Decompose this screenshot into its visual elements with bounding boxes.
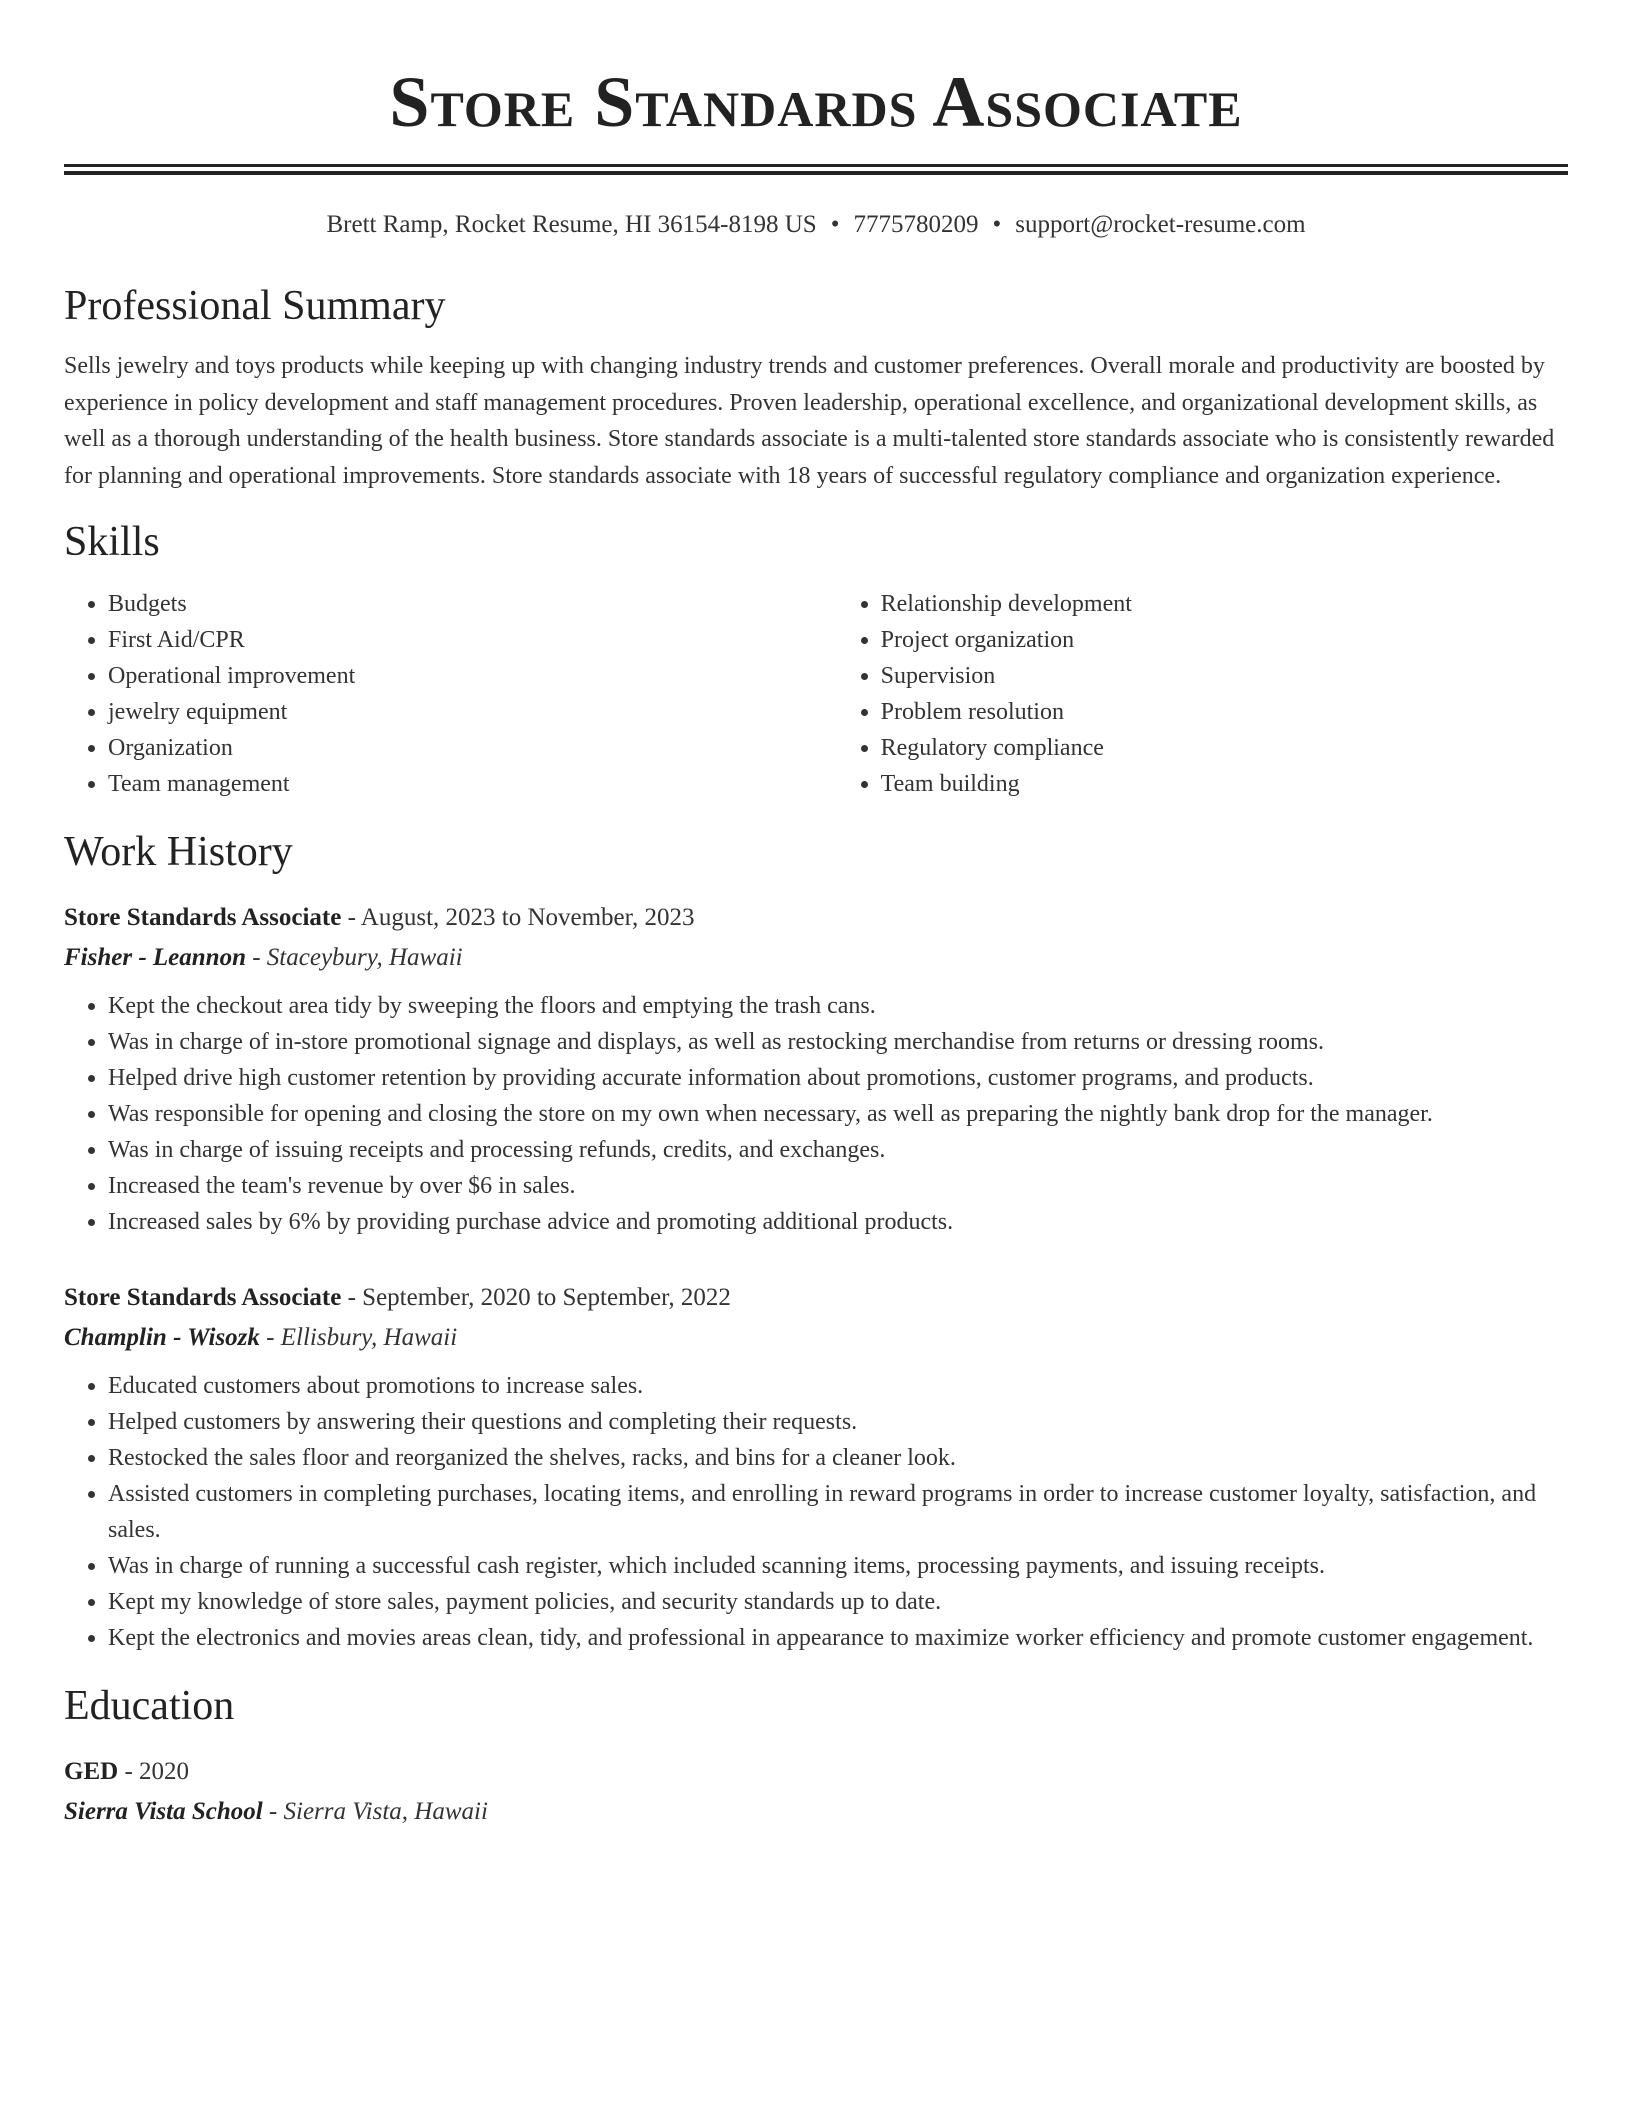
education-heading: Education bbox=[64, 1683, 235, 1729]
job-duty: • Was in charge of running a successful cash register, which included scanning items, processing payments, and issuing receipts. bbox=[108, 1548, 1568, 1584]
skill-item: • Problem resolution bbox=[881, 694, 1568, 730]
job-location: - Staceybury, Hawaii bbox=[245, 944, 463, 971]
skill-item: • jewelry equipment bbox=[108, 694, 837, 730]
job-entry bbox=[64, 898, 1568, 1240]
skill-item: • Relationship development bbox=[881, 586, 1568, 622]
job-duty: • Helped drive high customer retention by providing accurate information about promotions, customer programs, and products. bbox=[108, 1060, 1568, 1096]
contact-address: Brett Ramp, Rocket Resume, HI 36154-8198 US bbox=[326, 211, 817, 238]
summary-text: Sells jewelry and toys products while keeping up with changing industry trends and customer preferences. Overall morale and productivity are boosted by experience in policy development and staff management procedures. Proven leadership, operational excellence, and organizational development skills, as well as a thorough understanding of the health business. Store standards associate is a multi-talented store standards associate who is consistently rewarded for planning and operational improvements. Store standards associate with 18 years of successful regulatory compliance and organization experience. bbox=[64, 353, 1555, 489]
skills-column-left bbox=[64, 586, 837, 802]
job-title-line bbox=[64, 898, 1568, 938]
skill-item: • Regulatory compliance bbox=[881, 730, 1568, 766]
job-duty: • Was responsible for opening and closing the store on my own when necessary, as well as preparing the nightly bank drop for the manager. bbox=[108, 1096, 1568, 1132]
skill-item: • Organization bbox=[108, 730, 837, 766]
job-title: Store Standards Associate bbox=[64, 1284, 342, 1311]
skills-column-right bbox=[837, 586, 1568, 802]
job-company-line bbox=[64, 938, 1568, 978]
job-duty: • Increased sales by 6% by providing purchase advice and promoting additional products. bbox=[108, 1204, 1568, 1240]
contact-email: support@rocket-resume.com bbox=[1015, 211, 1306, 238]
contact-line bbox=[64, 210, 1568, 240]
title-divider bbox=[64, 164, 1568, 175]
education-entry bbox=[64, 1752, 1568, 1832]
contact-separator: • bbox=[830, 211, 840, 238]
summary-heading: Professional Summary bbox=[64, 283, 446, 329]
job-dates: - September, 2020 to September, 2022 bbox=[341, 1284, 731, 1311]
education-year: - 2020 bbox=[118, 1758, 190, 1785]
skill-item: • Supervision bbox=[881, 658, 1568, 694]
job-company: Fisher - Leannon bbox=[64, 944, 246, 971]
job-duties bbox=[64, 988, 1568, 1240]
skill-item: • Team management bbox=[108, 766, 837, 802]
job-duties bbox=[64, 1368, 1568, 1656]
contact-separator: • bbox=[992, 211, 1002, 238]
skills-heading: Skills bbox=[64, 519, 160, 565]
education-degree: GED bbox=[64, 1758, 119, 1785]
skill-item: • First Aid/CPR bbox=[108, 622, 837, 658]
education-school-line bbox=[64, 1792, 1568, 1832]
skill-item: • Budgets bbox=[108, 586, 837, 622]
job-duty: • Restocked the sales floor and reorganized the shelves, racks, and bins for a cleaner look. bbox=[108, 1440, 1568, 1476]
skills-list bbox=[64, 586, 1568, 802]
job-dates: - August, 2023 to November, 2023 bbox=[341, 904, 695, 931]
job-duty: • Kept the checkout area tidy by sweeping the floors and emptying the trash cans. bbox=[108, 988, 1568, 1024]
job-duty: • Educated customers about promotions to increase sales. bbox=[108, 1368, 1568, 1404]
resume-title: Store Standards Associate bbox=[389, 62, 1243, 142]
education-degree-line bbox=[64, 1752, 1568, 1792]
job-duty: • Increased the team's revenue by over $6 in sales. bbox=[108, 1168, 1568, 1204]
education-school: Sierra Vista School bbox=[64, 1798, 263, 1825]
job-entry bbox=[64, 1278, 1568, 1656]
skill-item: • Team building bbox=[881, 766, 1568, 802]
education-location: - Sierra Vista, Hawaii bbox=[262, 1798, 488, 1825]
work-history-heading: Work History bbox=[64, 829, 293, 875]
job-duty: • Was in charge of in-store promotional signage and displays, as well as restocking merchandise from returns or dressing rooms. bbox=[108, 1024, 1568, 1060]
job-duty: • Kept the electronics and movies areas clean, tidy, and professional in appearance to maximize worker efficiency and promote customer engagement. bbox=[108, 1620, 1568, 1656]
job-title: Store Standards Associate bbox=[64, 904, 342, 931]
job-title-line bbox=[64, 1278, 1568, 1318]
job-company: Champlin - Wisozk bbox=[64, 1324, 260, 1351]
job-duty: • Helped customers by answering their questions and completing their requests. bbox=[108, 1404, 1568, 1440]
job-duty: • Kept my knowledge of store sales, payment policies, and security standards up to date. bbox=[108, 1584, 1568, 1620]
job-company-line bbox=[64, 1318, 1568, 1358]
contact-phone: 7775780209 bbox=[853, 211, 979, 238]
job-duty: • Was in charge of issuing receipts and processing refunds, credits, and exchanges. bbox=[108, 1132, 1568, 1168]
skill-item: • Operational improvement bbox=[108, 658, 837, 694]
skill-item: • Project organization bbox=[881, 622, 1568, 658]
job-location: - Ellisbury, Hawaii bbox=[259, 1324, 458, 1351]
job-duty: • Assisted customers in completing purchases, locating items, and enrolling in reward programs in order to increase customer loyalty, satisfaction, and sales. bbox=[108, 1476, 1568, 1548]
